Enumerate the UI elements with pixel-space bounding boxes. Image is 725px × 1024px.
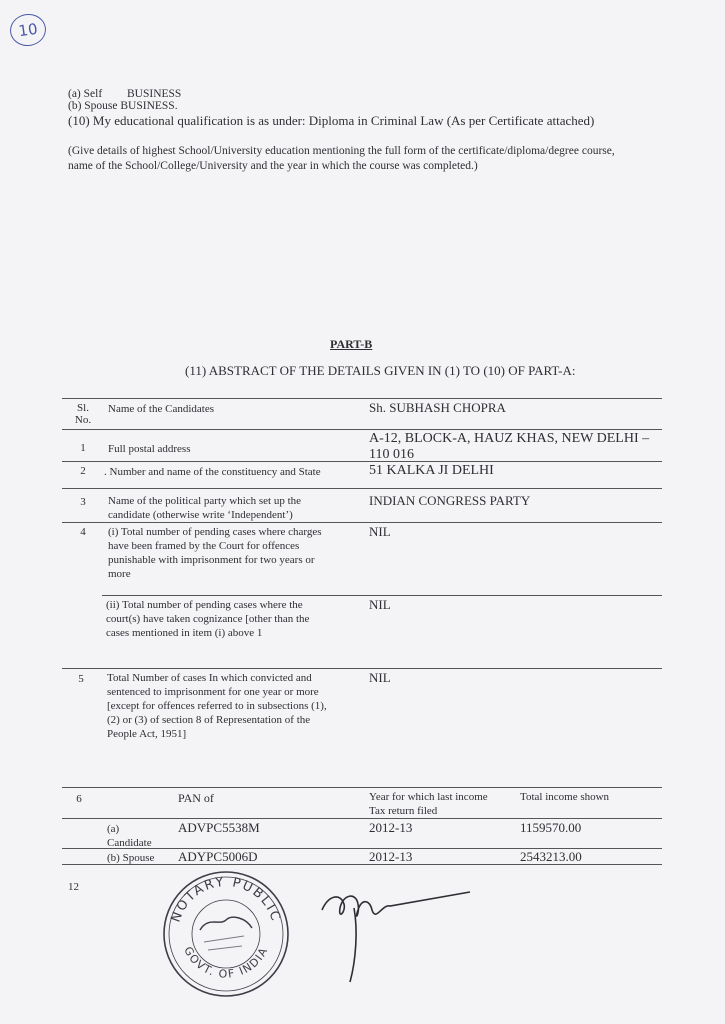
- row1-sl: 1: [80, 442, 86, 454]
- table-rule: [62, 398, 662, 399]
- row2-value: 51 KALKA JI DELHI: [369, 463, 494, 478]
- header-sl: Sl. No.: [74, 402, 92, 426]
- page-number: 12: [68, 881, 79, 893]
- table-rule: [62, 488, 662, 489]
- row3-label: Name of the political party which set up the candidate (otherwise write ‘Independent’): [108, 495, 302, 521]
- table-rule: [62, 429, 662, 430]
- year-header: Year for which last income Tax return filed: [369, 791, 488, 817]
- row3-sl: 3: [80, 496, 86, 508]
- row4ii-value: NIL: [369, 597, 391, 612]
- signature: [310, 870, 480, 990]
- row3-value: INDIAN CONGRESS PARTY: [369, 493, 531, 508]
- notary-stamp: [156, 868, 296, 998]
- pan-row-b-pan: ADYPC5006D: [178, 849, 258, 864]
- row2-sl: 2: [80, 465, 86, 477]
- education-instructions-2: name of the School/College/University and the year in which the course was completed.): [68, 160, 478, 172]
- svg-text:GOVT. OF INDIA: GOVT. OF INDIA: [181, 944, 271, 981]
- education-instructions-1: (Give details of highest School/University education mentioning the full form of the certificate/diploma/degree course,: [68, 145, 615, 157]
- row4-sl: 4: [80, 526, 86, 538]
- row5-label: Total Number of cases In which convicted and sentenced to imprisonment for one year or more [except for offences referred to in subsections (1), (2) or (3) of section 8 of Representation of the People Act, 1951]: [107, 672, 327, 740]
- row4i-value: NIL: [369, 524, 391, 539]
- row1-label: Full postal address: [108, 443, 191, 455]
- pan-row-b-year: 2012-13: [369, 849, 413, 864]
- income-header: Total income shown: [520, 791, 610, 803]
- row5-sl: 5: [78, 673, 84, 685]
- part-b-subtitle: (11) ABSTRACT OF THE DETAILS GIVEN IN (1) TO (10) OF PART-A:: [185, 363, 576, 378]
- pan-row-a-year: 2012-13: [369, 820, 413, 835]
- occupation-self-value: BUSINESS: [127, 88, 182, 100]
- header-name-label: Name of the Candidates: [108, 403, 214, 415]
- pan-row-a-who: (a) Candidate: [107, 823, 152, 849]
- pan-row-a-income: 1159570.00: [520, 820, 582, 835]
- pan-row-a-pan: ADVPC5538M: [178, 820, 260, 835]
- education-statement: (10) My educational qualification is as under: Diploma in Criminal Law (As per Certificate attached): [68, 113, 595, 128]
- svg-text:NOTARY PUBLIC: NOTARY PUBLIC: [168, 874, 284, 925]
- row2-label: . Number and name of the constituency and State: [104, 466, 321, 478]
- pan-header: PAN of: [178, 791, 214, 805]
- row5-value: NIL: [369, 670, 391, 685]
- row4ii-label: (ii) Total number of pending cases where the court(s) have taken cognizance [other than the cases mentioned in item (i) above 1: [106, 599, 310, 639]
- table-rule: [102, 595, 662, 596]
- occupation-spouse: (b) Spouse BUSINESS.: [68, 100, 178, 112]
- part-b-title: PART-B: [330, 337, 373, 351]
- table-rule: [62, 787, 662, 788]
- header-name-value: Sh. SUBHASH CHOPRA: [369, 400, 506, 415]
- row4i-label: (i) Total number of pending cases where charges have been framed by the Court for offences punishable with imprisonment for two years or more: [108, 526, 322, 580]
- table-rule: [62, 818, 662, 819]
- row6-sl: 6: [76, 793, 82, 805]
- table-rule: [62, 668, 662, 669]
- table-rule: [62, 522, 662, 523]
- margin-page-mark: 10: [8, 12, 48, 49]
- pan-row-b-income: 2543213.00: [520, 849, 582, 864]
- pan-row-b-who: (b) Spouse: [107, 852, 155, 864]
- occupation-self-label: (a) Self: [68, 88, 103, 100]
- row1-value: A-12, BLOCK-A, HAUZ KHAS, NEW DELHI – 110 016: [369, 431, 650, 462]
